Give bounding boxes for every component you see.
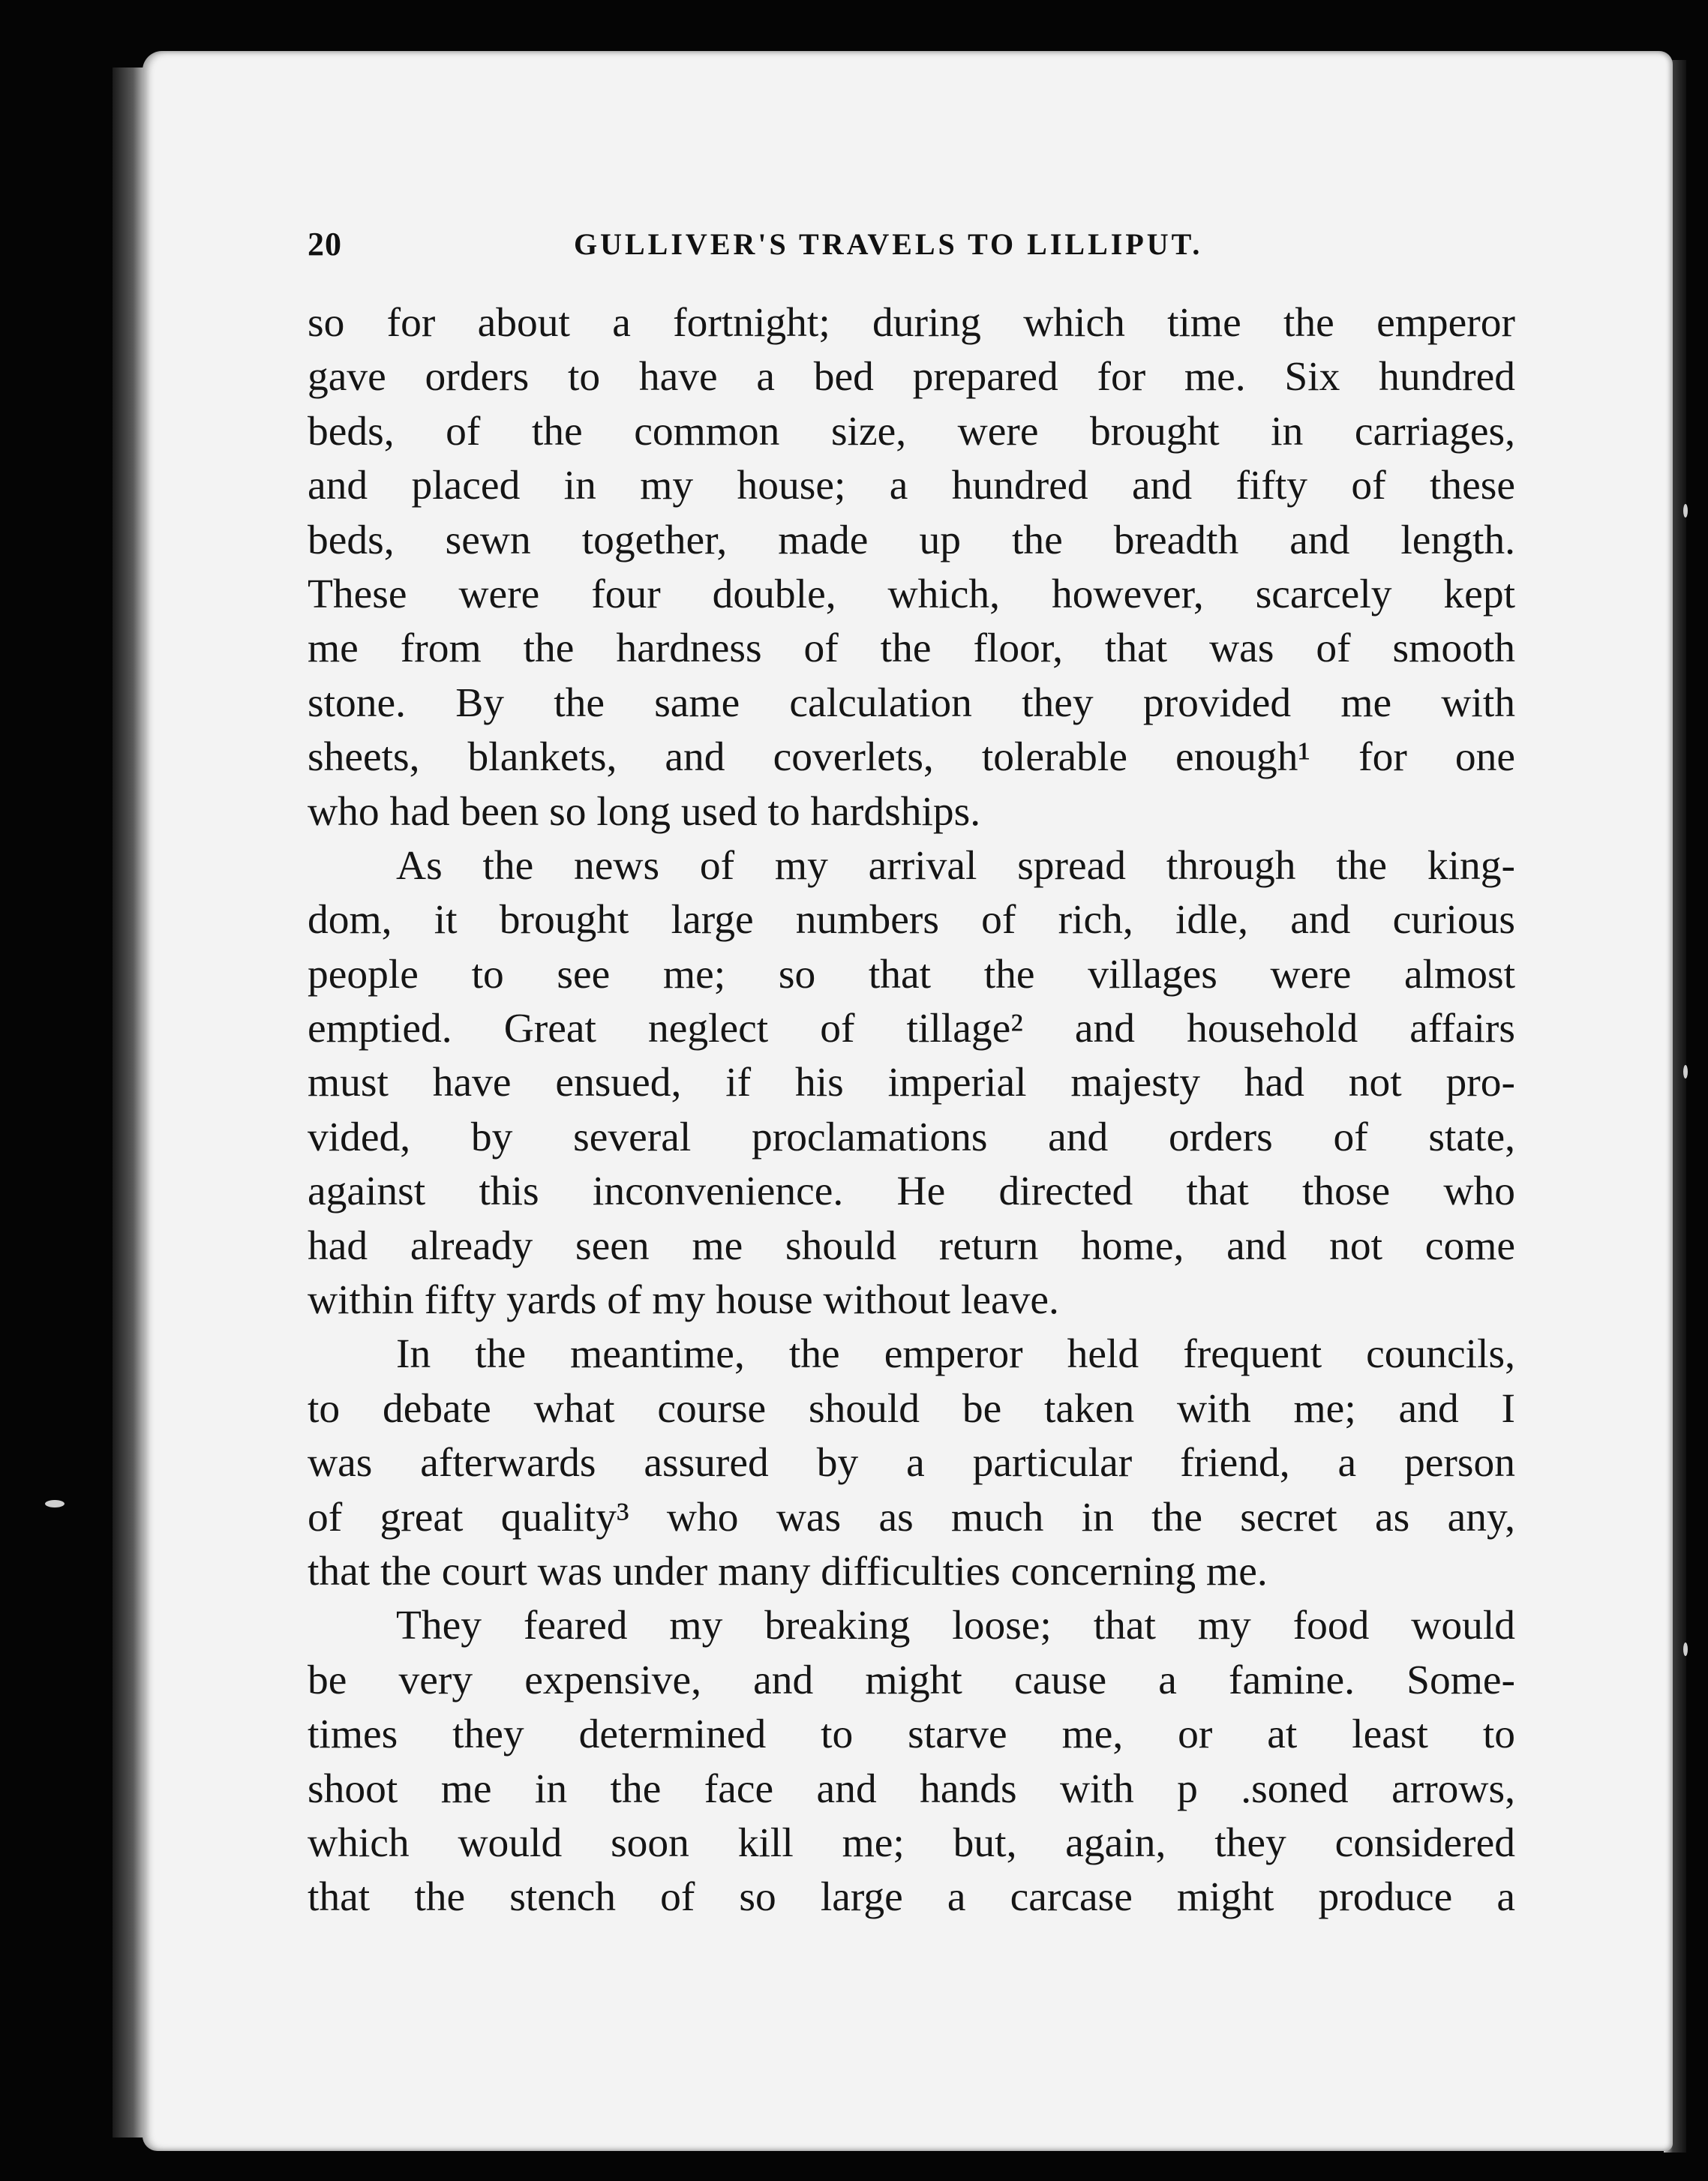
text-line: sheets, blankets, and coverlets, tolerable enough¹ for one — [308, 734, 1515, 781]
text-line: be very expensive, and might cause a famine. Some- — [308, 1657, 1515, 1703]
text-line: within fifty yards of my house without leave. — [308, 1277, 1059, 1324]
scan-speck — [1683, 504, 1688, 518]
text-line: emptied. Great neglect of tillage² and household affairs — [308, 1006, 1515, 1052]
text-line: times they determined to starve me, or at least to — [308, 1712, 1515, 1758]
page-header — [308, 225, 1538, 270]
text-line: of great quality³ who was as much in the secret as any, — [308, 1494, 1515, 1540]
text-line: In the meantime, the emperor held frequent councils, — [396, 1331, 1515, 1378]
text-line: They feared my breaking loose; that my food would — [396, 1603, 1515, 1649]
text-line: shoot me in the face and hands with p .soned arrows, — [308, 1766, 1515, 1812]
text-line: vided, by several proclamations and orders of state, — [308, 1114, 1515, 1160]
text-line: beds, of the common size, were brought in carriages, — [308, 408, 1515, 454]
text-line: dom, it brought large numbers of rich, idle, and curious — [308, 897, 1515, 944]
scan-speck — [1683, 1065, 1688, 1078]
text-line: that the stench of so large a carcase might produce a — [308, 1874, 1515, 1921]
text-line: was afterwards assured by a particular friend, a person — [308, 1440, 1515, 1486]
text-line: gave orders to have a bed prepared for me. Six hundred — [308, 354, 1515, 400]
text-line: so for about a fortnight; during which time the emperor — [308, 300, 1515, 346]
text-line: who had been so long used to hardships. — [308, 788, 981, 835]
text-line: and placed in my house; a hundred and fifty of these — [308, 463, 1515, 509]
text-line: had already seen me should return home, and not come — [308, 1222, 1515, 1269]
text-line: must have ensued, if his imperial majesty had not pro- — [308, 1060, 1515, 1106]
text-line: which would soon kill me; but, again, they considered — [308, 1820, 1515, 1866]
text-line: These were four double, which, however, scarcely kept — [308, 571, 1515, 617]
body-text — [308, 296, 1515, 1925]
text-line: stone. By the same calculation they provided me with — [308, 680, 1515, 726]
text-line: to debate what course should be taken with me; and I — [308, 1385, 1515, 1432]
scan-speck — [1683, 1642, 1688, 1656]
text-line: against this inconvenience. He directed that those who — [308, 1168, 1515, 1215]
text-line: As the news of my arrival spread through the king- — [396, 842, 1515, 889]
page-number: 20 — [308, 226, 342, 262]
text-line: beds, sewn together, made up the breadth and length. — [308, 517, 1515, 563]
text-line: me from the hardness of the floor, that was of smooth — [308, 626, 1515, 672]
running-title: GULLIVER'S TRAVELS TO LILLIPUT. — [574, 227, 1203, 261]
text-line: that the court was under many difficulties concerning me. — [308, 1548, 1268, 1594]
scan-speck — [45, 1500, 65, 1508]
text-line: people to see me; so that the villages were almost — [308, 951, 1515, 998]
